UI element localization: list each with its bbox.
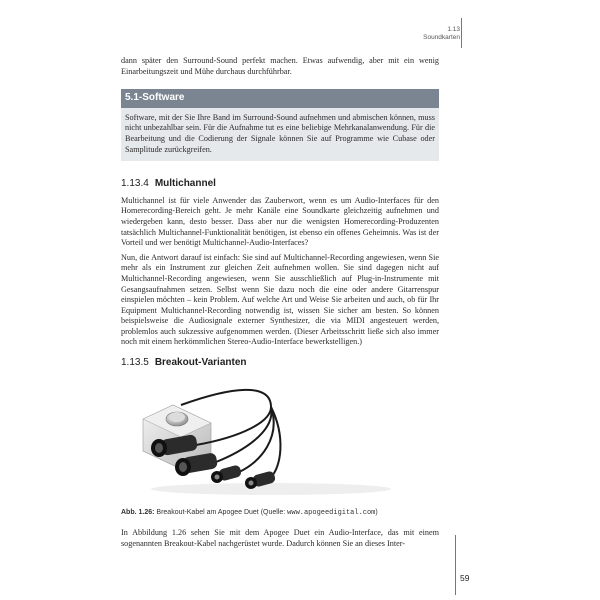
jack-connector-1 (211, 464, 242, 483)
page-number: 59 (460, 573, 470, 583)
multichannel-paragraph-2: Nun, die Antwort darauf ist einfach: Sie sind auf Multichannel-Recording angewiesen, wenn Sie mehr als ein Instrument zur gleichen Zeit aufnehmen wollen. Sie sind dagegen nicht auf Multichannel-Recording angewiesen, wenn Sie ausschließlich auf Plug-in-Instrumente mit Gesangsaufnahmen setzen. Selbst wenn Sie dazu noch die eine oder andere Gitarrenspur einspielen möchten – kein Problem. Auf welche Art und Weise Sie arbeiten und auch, ob für Ihr Equipment Multichannel-Recording notwendig ist, wissen Sie sicher am besten. So können beispielsweise die Audiosignale externer Synthesizer, die via MIDI angesteuert werden, problemlos auch sukzessive aufgenommen werden. (Dieser Arbeitsschritt ließe sich also immer noch mit einem herkömmlichen Stereo-Audio-Interface bewerkstelligen.) (121, 252, 439, 347)
header-divider (461, 18, 462, 48)
main-text (121, 56, 439, 553)
header-section-number: 1.13 (447, 26, 460, 33)
section-title: Breakout-Varianten (154, 357, 247, 369)
section-heading-multichannel (121, 179, 439, 190)
header-section-title: Soundkarten (423, 34, 460, 41)
caption-url: www.apogeedigital.com (287, 508, 376, 517)
caption-close: ) (375, 508, 378, 516)
section-number: 1.13.4 (121, 178, 149, 190)
caption-label: Abb. 1.26: (121, 508, 155, 516)
intro-paragraph: dann später den Surround-Sound perfekt machen. Etwas aufwendig, aber mit ein wenig Einarbeitungszeit und Mühe durchaus durchführbar. (121, 56, 439, 76)
info-box (121, 108, 439, 161)
info-box-text: Software, mit der Sie Ihre Band im Surround-Sound aufnehmen und abmischen können, muss nicht unbezahlbar sein. Für die Aufnahme tut es eine beliebige Mehrkanalanwendung. Für die Bearbeitung und die Codierung der Signale können Sie auf Programme wie Cubase oder Samplitude zurückgreifen. (125, 112, 435, 154)
multichannel-paragraph-1: Multichannel ist für viele Anwender das Zauberwort, wenn es um Audio-Interfaces für den Homerecording-Bereich geht. Je mehr Kanäle eine Soundkarte gleichzeitig aufnehmen und wiedergeben kann, desto besser. Dass aber nur die wenigsten Homerecording-Produzenten tatsächlich Multichannel-Funktionalität benötigen, ist ebenso ein offenes Geheimnis. Was ist der Vorteil und wer benötigt Multichannel-Audio-Interfaces? (121, 195, 439, 248)
breakout-cable-photo (121, 377, 421, 502)
section-title: Multichannel (154, 178, 216, 190)
caption-text: Breakout-Kabel am Apogee Duet (Quelle: (156, 508, 286, 516)
figure-caption (121, 508, 439, 519)
section-number: 1.13.5 (121, 357, 149, 369)
section-heading-breakout (121, 358, 439, 369)
info-box-title: 5.1-Software (121, 89, 439, 108)
footer-divider (455, 535, 456, 595)
apogee-duet-illustration (121, 377, 421, 502)
outro-paragraph: In Abbildung 1.26 sehen Sie mit dem Apogee Duet ein Audio-Interface, das mit einem sogenannten Breakout-Kabel nachgerüstet wurde. Dadurch können Sie an dieses Inter- (121, 528, 439, 548)
running-header (423, 26, 460, 42)
